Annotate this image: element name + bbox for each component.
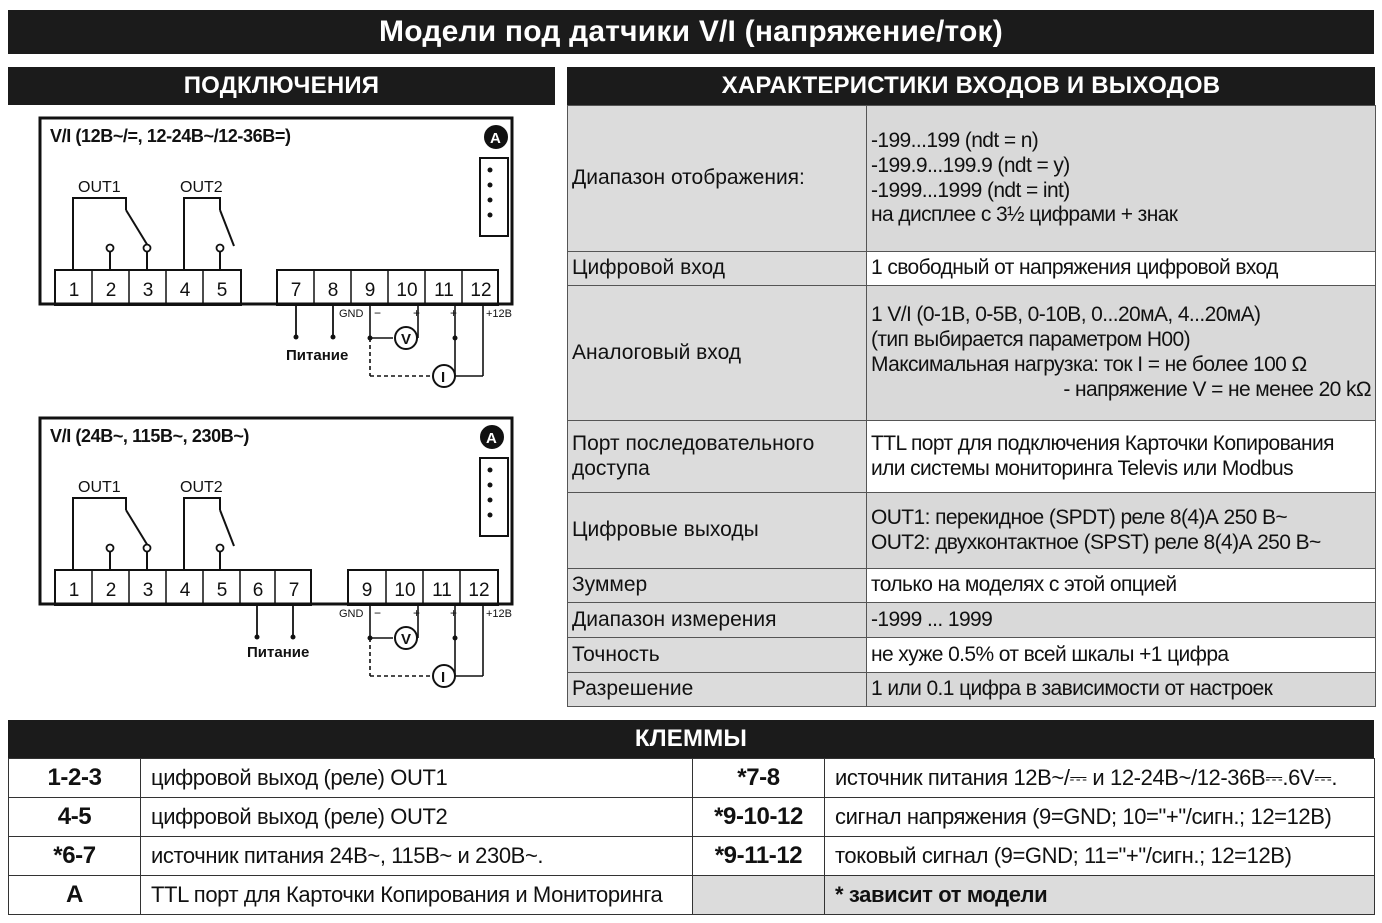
terminal-label: 9 (361, 580, 373, 601)
row-label: Диапазон отображения: (568, 106, 867, 252)
voltmeter-label: V (401, 331, 412, 348)
table-row (9, 759, 1375, 798)
wiring-diagram-1 (0, 110, 560, 400)
row-value (867, 252, 1376, 286)
row-value (867, 638, 1376, 673)
row-label: Порт последовательного доступа (568, 421, 867, 493)
table-row (568, 603, 1376, 638)
table-row (568, 106, 1376, 252)
terminal-description: токовый сигнал (9=GND; 11="+"/сигн.; 12=12В) (825, 837, 1375, 876)
terminal-label: 1 (68, 280, 80, 301)
connections-heading: ПОДКЛЮЧЕНИЯ (8, 67, 555, 105)
ammeter-label: I (441, 669, 446, 686)
terminal-label: 5 (216, 580, 228, 601)
model-label-1: V/I (12В~/=, 12-24В~/12-36В=) (50, 126, 291, 146)
out1-relay-icon (73, 198, 148, 270)
terminal-code: *9-10-12 (693, 798, 825, 837)
table-row (568, 638, 1376, 673)
table-row (568, 252, 1376, 286)
row-label: Точность (568, 638, 867, 673)
terminal-label: 12 (470, 280, 492, 301)
table-row (568, 569, 1376, 603)
model-label-2: V/I (24В~, 115В~, 230В~) (50, 426, 250, 446)
value-line: OUT2: двухконтактное (SPST) реле 8(4)А 250 В~ (871, 530, 1321, 554)
terminal-label: 11 (432, 580, 452, 601)
terminal-label: 11 (434, 280, 454, 301)
minus-label: − (374, 606, 382, 620)
terminal-label: 7 (288, 580, 300, 601)
terminal-description: источник питания 12В~/⎓ и 12-24В~/12-36В⎓.6V⎓. (825, 759, 1375, 798)
terminal-label: 10 (394, 580, 416, 601)
terminal-label: 5 (216, 280, 228, 301)
value-line: - напряжение V = не менее 20 kΩ (1063, 377, 1371, 401)
page-title: Модели под датчики V/I (напряжение/ток) (8, 10, 1374, 54)
table-row (568, 493, 1376, 569)
row-label: Зуммер (568, 569, 867, 603)
terminal-code: *9-11-12 (693, 837, 825, 876)
power-wires (257, 605, 293, 636)
power-label: Питание (286, 347, 349, 364)
row-label: Цифровые выходы (568, 493, 867, 569)
terminal-label: 1 (68, 580, 80, 601)
terminal-description: TTL порт для Карточки Копирования и Мониторинга (141, 876, 693, 915)
out1-label: OUT1 (78, 179, 121, 196)
ammeter-label: I (441, 369, 446, 386)
gnd-label: GND (339, 308, 364, 320)
table-row (568, 421, 1376, 493)
sensor-wires (370, 605, 483, 676)
terminal-code: 4-5 (9, 798, 141, 837)
plus12-label: +12В (486, 608, 512, 620)
terminal-label: 2 (105, 580, 117, 601)
power-wires (296, 305, 333, 336)
out2-relay-icon (184, 498, 234, 570)
sensor-wires (370, 305, 483, 376)
plus-label: + (450, 306, 458, 320)
terminal-code: A (9, 876, 141, 915)
value-line: 1 свободный от напряжения цифровой вход (871, 256, 1278, 280)
gnd-label: GND (339, 608, 364, 620)
out2-label: OUT2 (180, 179, 223, 196)
terminal-description: источник питания 24В~, 115В~ и 230В~. (141, 837, 693, 876)
power-label: Питание (247, 644, 310, 661)
value-line: не хуже 0.5% от всей шкалы +1 цифра (871, 642, 1229, 666)
value-line: -1999 ... 1999 (871, 607, 993, 631)
ttl-connector-icon (480, 458, 508, 536)
row-label: Цифровой вход (568, 252, 867, 286)
plus-label: + (450, 606, 458, 620)
minus-label: − (374, 306, 382, 320)
terminals-heading: КЛЕММЫ (8, 720, 1374, 758)
table-row (9, 837, 1375, 876)
value-line: OUT1: перекидное (SPDT) реле 8(4)А 250 В~ (871, 505, 1288, 529)
terminal-label: 7 (290, 280, 302, 301)
terminal-label: 12 (468, 580, 490, 601)
out1-relay-icon (73, 498, 148, 570)
row-value (867, 493, 1376, 569)
table-row (9, 798, 1375, 837)
row-value (867, 106, 1376, 252)
row-value (867, 673, 1376, 707)
row-label: Разрешение (568, 673, 867, 707)
terminal-description: цифровой выход (реле) OUT1 (141, 759, 693, 798)
out1-label: OUT1 (78, 479, 121, 496)
table-row (568, 286, 1376, 421)
terminal-label: 2 (105, 280, 117, 301)
value-line: только на моделях с этой опцией (871, 573, 1177, 597)
table-row (9, 876, 1375, 915)
row-value (867, 569, 1376, 603)
value-line: Максимальная нагрузка: ток I = не более 100 Ω (871, 353, 1307, 376)
terminals-table (8, 758, 1375, 915)
terminal-label: 8 (327, 280, 339, 301)
badge-a-label: A (486, 430, 497, 447)
value-line: TTL порт для подключения Карточки Копирования (871, 431, 1334, 455)
terminal-description: цифровой выход (реле) OUT2 (141, 798, 693, 837)
value-line: (тип выбирается параметром H00) (871, 328, 1190, 352)
plus-label: + (413, 306, 421, 320)
wiring-diagram-2-svg (0, 410, 560, 700)
terminal-code (693, 876, 825, 915)
terminal-label: 10 (396, 280, 418, 301)
plus12-label: +12В (486, 308, 512, 320)
row-value (867, 603, 1376, 638)
wiring-diagram-1-svg (0, 110, 560, 400)
value-line: -1999...1999 (ndt = int) (871, 178, 1070, 202)
out2-relay-icon (184, 198, 234, 270)
terminal-code: *6-7 (9, 837, 141, 876)
badge-a-label: A (490, 130, 501, 147)
terminal-label: 3 (142, 580, 154, 601)
voltmeter-label: V (401, 631, 412, 648)
ttl-connector-icon (480, 158, 508, 236)
out2-label: OUT2 (180, 479, 223, 496)
terminal-description: сигнал напряжения (9=GND; 10="+"/сигн.; 12=12В) (825, 798, 1375, 837)
terminal-label: 4 (179, 580, 191, 601)
value-line: -199...199 (ndt = n) (871, 128, 1039, 152)
value-line: на дисплее с 3½ цифрами + знак (871, 203, 1178, 227)
characteristics-table (567, 105, 1376, 707)
row-label: Аналоговый вход (568, 286, 867, 421)
table-row (568, 673, 1376, 707)
terminal-label: 6 (252, 580, 264, 601)
plus-label: + (413, 606, 421, 620)
terminal-label: 9 (364, 280, 376, 301)
characteristics-heading: ХАРАКТЕРИСТИКИ ВХОДОВ И ВЫХОДОВ (567, 67, 1375, 105)
row-value (867, 286, 1376, 421)
value-line: 1 V/I (0-1В, 0-5В, 0-10В, 0...20мА, 4...20мА) (871, 303, 1261, 327)
value-line: или системы мониторинга Televis или Modbus (871, 456, 1294, 480)
value-line: -199.9...199.9 (ndt = y) (871, 153, 1070, 177)
row-value (867, 421, 1376, 493)
terminal-code: 1-2-3 (9, 759, 141, 798)
terminal-code: *7-8 (693, 759, 825, 798)
wiring-diagram-2 (0, 410, 560, 700)
terminal-label: 4 (179, 280, 191, 301)
model-footnote: * зависит от модели (825, 876, 1375, 915)
value-line: 1 или 0.1 цифра в зависимости от настроек (871, 677, 1273, 701)
row-label: Диапазон измерения (568, 603, 867, 638)
terminal-label: 3 (142, 280, 154, 301)
